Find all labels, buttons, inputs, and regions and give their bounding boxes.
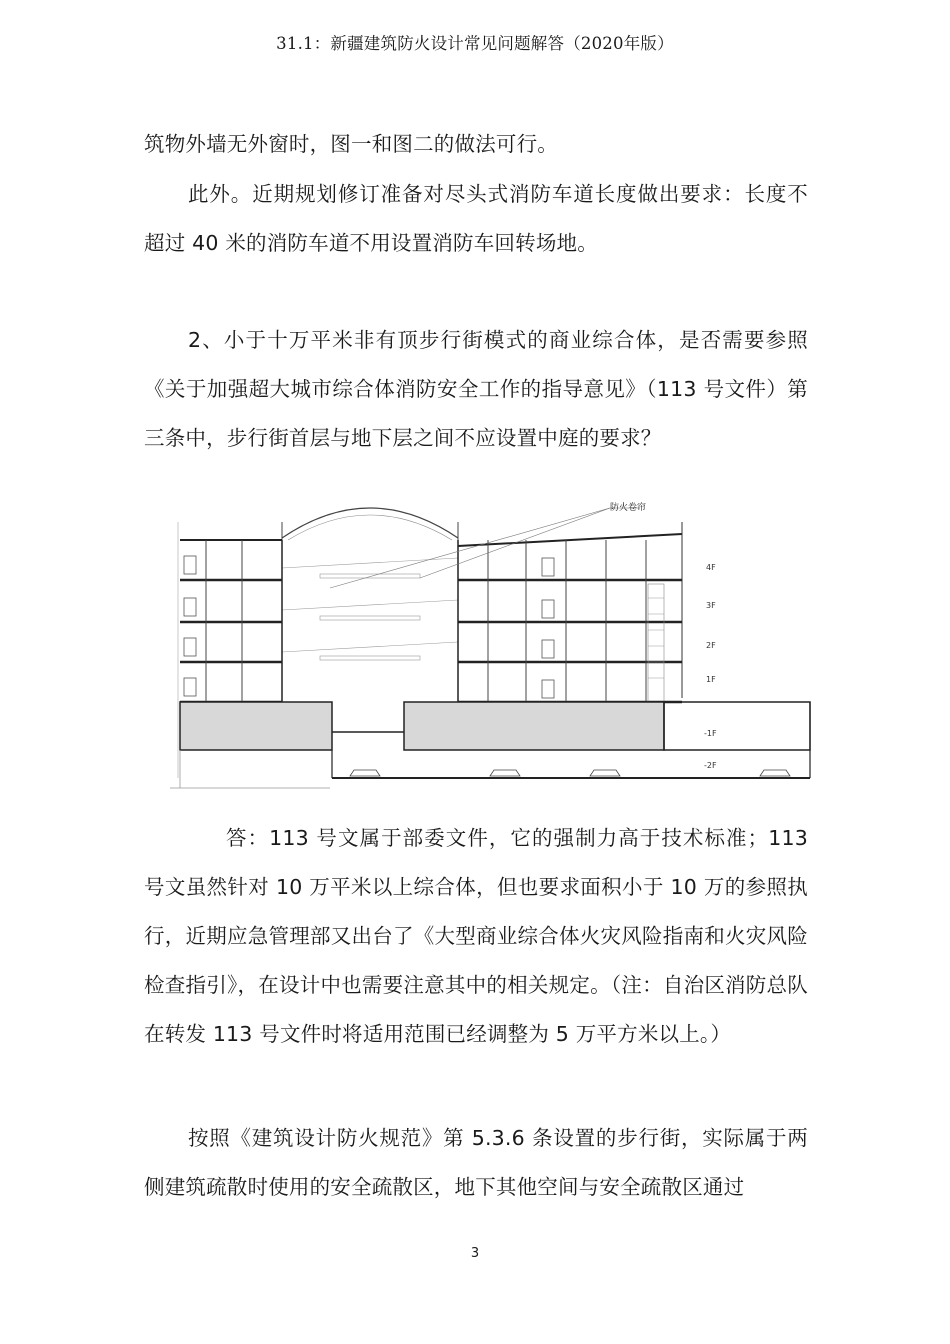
paragraph-continuation: 筑物外墙无外窗时，图一和图二的做法可行。	[144, 132, 558, 156]
floor-label-4f: 4F	[706, 563, 716, 572]
fire-shutter-callout: 防火卷帘	[610, 503, 647, 513]
building-section-drawing	[170, 488, 842, 800]
floor-label-b1: -1F	[704, 729, 717, 738]
floor-label-3f: 3F	[706, 601, 716, 610]
floor-label-1f: 1F	[706, 675, 716, 684]
floor-label-b2: -2F	[704, 761, 717, 770]
building-section-figure	[170, 488, 842, 800]
page-header: 31.1：新疆建筑防火设计常见问题解答（2020年版）	[276, 34, 674, 53]
paragraph-question-2: 2、小于十万平米非有顶步行街模式的商业综合体，是否需要参照《关于加强超大城市综合体消防安全工作的指导意见》（113 号文件）第三条中，步行街首层与地下层之间不应设置中庭的要求？	[144, 328, 808, 450]
paragraph-fire-lane-note: 此外。近期规划修订准备对尽头式消防车道长度做出要求：长度不超过 40 米的消防车道不用设置消防车回转场地。	[144, 182, 808, 255]
paragraph-answer: 答：113 号文属于部委文件，它的强制力高于技术标准；113 号文虽然针对 10 万平米以上综合体，但也要求面积小于 10 万的参照执行，近期应急管理部又出台了《大型商业综合体火灾风险指南和火灾风险检查指引》，在设计中也需要注意其中的相关规定。（注：自治区消防总队在转发 113 号文件时将适用范围已经调整为 5 万平方米以上。）	[144, 826, 808, 1046]
page-number: 3	[470, 1246, 480, 1261]
paragraph-pedestrian-street: 按照《建筑设计防火规范》第 5.3.6 条设置的步行街，实际属于两侧建筑疏散时使用的安全疏散区，地下其他空间与安全疏散区通过	[144, 1126, 808, 1199]
floor-label-2f: 2F	[706, 641, 716, 650]
